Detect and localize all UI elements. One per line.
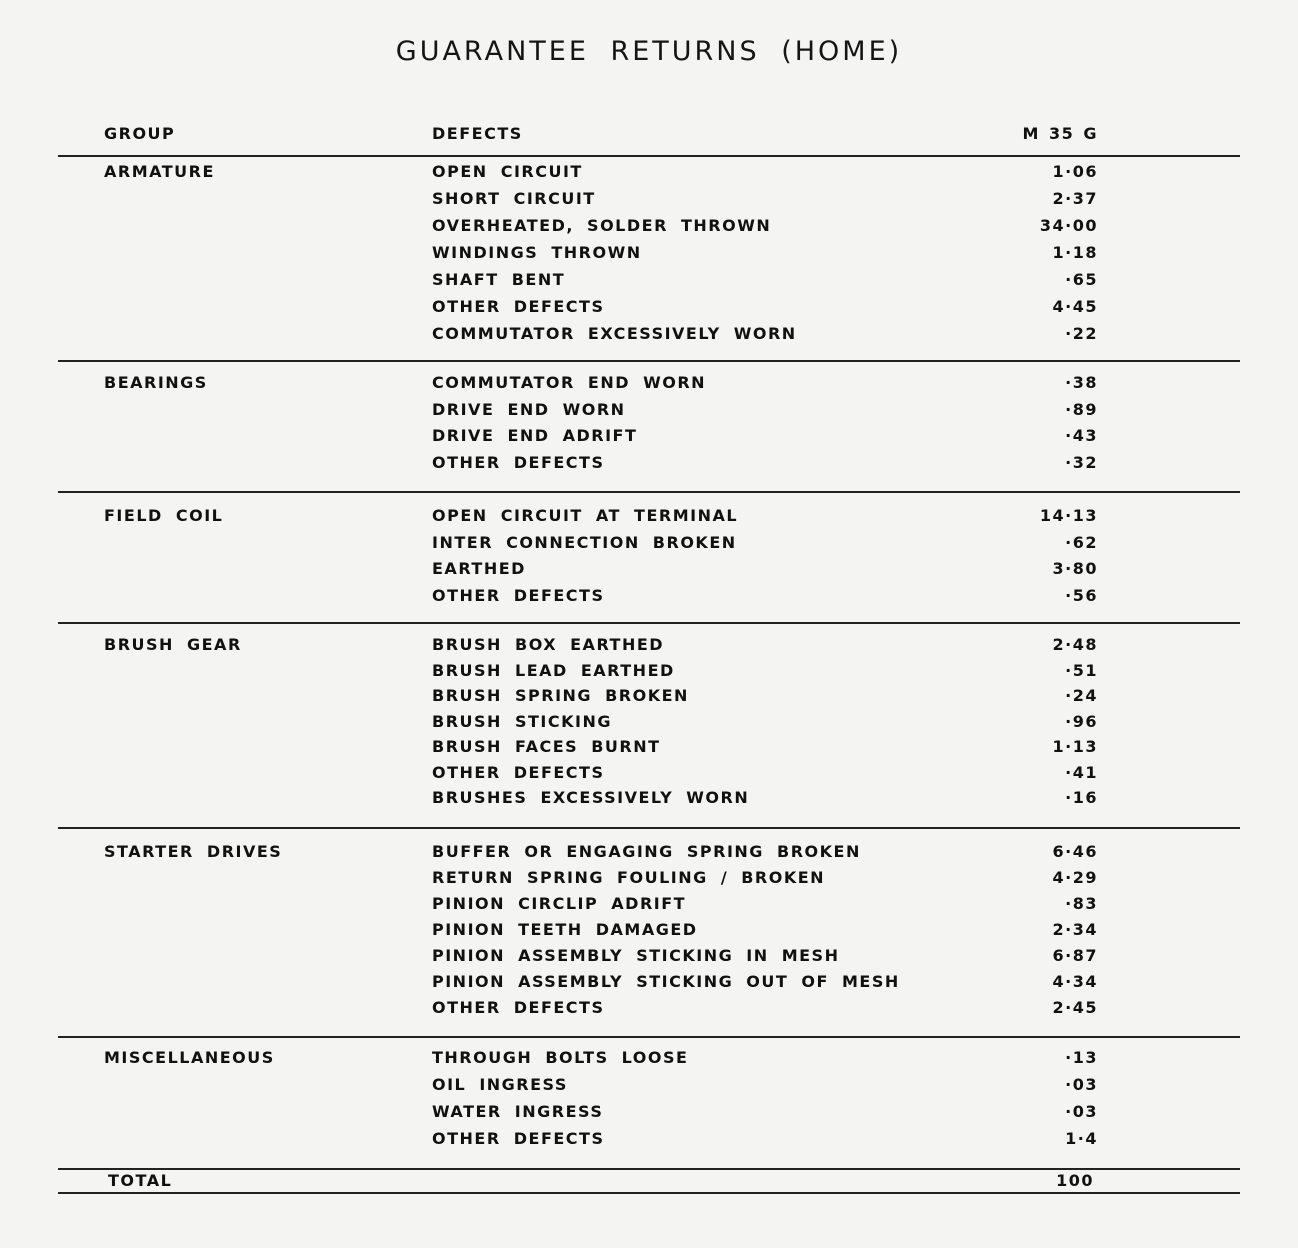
page-title: GUARANTEE RETURNS (HOME): [395, 36, 903, 67]
group-divider: [58, 1036, 1240, 1038]
total-top-rule: [58, 1168, 1240, 1170]
table-row: [0, 894, 1298, 920]
defect-cell: BRUSH SPRING BROKEN: [432, 686, 689, 705]
value-cell: 2·34: [1052, 920, 1098, 939]
table-row: [0, 586, 1298, 612]
defect-cell: COMMUTATOR END WORN: [432, 373, 707, 392]
defect-cell: OPEN CIRCUIT AT TERMINAL: [432, 506, 739, 525]
defect-cell: OTHER DEFECTS: [432, 585, 605, 605]
table-row: [0, 270, 1298, 296]
table-row: [0, 842, 1298, 868]
defect-cell: BRUSH STICKING: [432, 711, 612, 731]
table-row: [0, 737, 1298, 763]
total-label: TOTAL: [108, 1171, 173, 1190]
total-value: 100: [1056, 1171, 1094, 1190]
table-row: [0, 1048, 1298, 1074]
value-cell: 1·06: [1052, 162, 1098, 181]
value-cell: 1·18: [1052, 243, 1098, 262]
defect-cell: OTHER DEFECTS: [432, 998, 605, 1017]
value-cell: ·22: [1065, 324, 1098, 343]
table-row: [0, 920, 1298, 946]
table-row: [0, 453, 1298, 479]
table-row: [0, 763, 1298, 789]
group-divider: [58, 360, 1240, 362]
value-cell: ·65: [1065, 270, 1098, 289]
defect-cell: BRUSH BOX EARTHED: [432, 635, 665, 654]
defect-cell: OTHER DEFECTS: [432, 762, 605, 782]
value-cell: ·38: [1065, 373, 1098, 392]
group-divider: [58, 491, 1240, 493]
defect-cell: DRIVE END WORN: [432, 399, 626, 419]
defect-cell: OIL INGRESS: [432, 1075, 568, 1094]
defect-cell: PINION TEETH DAMAGED: [432, 920, 698, 939]
group-label: BRUSH GEAR: [104, 635, 242, 654]
defect-cell: PINION ASSEMBLY STICKING OUT OF MESH: [432, 972, 900, 991]
defect-cell: OTHER DEFECTS: [432, 453, 605, 473]
value-cell: ·32: [1065, 453, 1098, 473]
value-cell: ·51: [1065, 660, 1098, 680]
group-divider: [58, 827, 1240, 829]
value-cell: 6·46: [1052, 842, 1098, 861]
value-cell: 3·80: [1052, 559, 1098, 578]
value-cell: ·89: [1065, 399, 1098, 419]
table-row: [0, 216, 1298, 242]
defect-cell: EARTHED: [432, 559, 526, 578]
table-row: [0, 686, 1298, 712]
value-cell: ·41: [1065, 762, 1098, 782]
value-cell: ·56: [1065, 585, 1098, 605]
table-header: [0, 124, 1298, 148]
value-cell: 2·37: [1052, 189, 1098, 208]
value-cell: 14·13: [1039, 506, 1098, 525]
table-row: [0, 243, 1298, 269]
value-cell: ·62: [1065, 532, 1098, 552]
table-row: [0, 1129, 1298, 1155]
defect-cell: BRUSHES EXCESSIVELY WORN: [432, 788, 750, 807]
defect-cell: BRUSH LEAD EARTHED: [432, 660, 675, 680]
table-row: [0, 506, 1298, 532]
group-label: MISCELLANEOUS: [104, 1048, 275, 1067]
value-cell: 34·00: [1039, 216, 1098, 235]
table-row: [0, 297, 1298, 323]
table-row: [0, 712, 1298, 738]
defect-cell: OTHER DEFECTS: [432, 297, 605, 316]
value-cell: ·13: [1065, 1048, 1098, 1067]
table-row: [0, 189, 1298, 215]
header-value: M 35 G: [1022, 124, 1098, 143]
value-cell: ·16: [1065, 788, 1098, 807]
value-cell: ·03: [1065, 1075, 1098, 1094]
table-row: [0, 1102, 1298, 1128]
table-row: [0, 946, 1298, 972]
value-cell: 2·45: [1052, 998, 1098, 1017]
header-defects: DEFECTS: [432, 124, 523, 143]
defect-cell: BRUSH FACES BURNT: [432, 737, 661, 756]
value-cell: 4·29: [1052, 868, 1098, 887]
table-row: [0, 162, 1298, 188]
value-cell: ·96: [1065, 711, 1098, 731]
value-cell: 4·34: [1052, 972, 1098, 991]
table-row: [0, 533, 1298, 559]
table-row: [0, 400, 1298, 426]
value-cell: 1·4: [1065, 1129, 1098, 1148]
defect-cell: COMMUTATOR EXCESSIVELY WORN: [432, 324, 797, 343]
table-row: [0, 426, 1298, 452]
group-label: ARMATURE: [104, 162, 215, 181]
defect-cell: OTHER DEFECTS: [432, 1129, 605, 1148]
defect-cell: OPEN CIRCUIT: [432, 162, 583, 181]
defect-cell: INTER CONNECTION BROKEN: [432, 532, 737, 552]
value-cell: ·83: [1065, 894, 1098, 913]
value-cell: 6·87: [1052, 946, 1098, 965]
value-cell: 2·48: [1052, 635, 1098, 654]
defect-cell: WINDINGS THROWN: [432, 243, 642, 262]
defect-cell: OVERHEATED, SOLDER THROWN: [432, 216, 772, 235]
defect-cell: PINION ASSEMBLY STICKING IN MESH: [432, 946, 840, 965]
table-row: [0, 661, 1298, 687]
table-row: [0, 373, 1298, 399]
table-row: [0, 635, 1298, 661]
header-rule: [58, 155, 1240, 157]
value-cell: ·03: [1065, 1102, 1098, 1121]
total-bottom-rule: [58, 1192, 1240, 1194]
table-row: [0, 998, 1298, 1024]
group-divider: [58, 622, 1240, 624]
table-row: [0, 559, 1298, 585]
defect-cell: SHORT CIRCUIT: [432, 189, 596, 208]
header-group: GROUP: [104, 124, 176, 143]
group-label: BEARINGS: [104, 373, 208, 392]
group-label: STARTER DRIVES: [104, 842, 283, 861]
defect-cell: BUFFER OR ENGAGING SPRING BROKEN: [432, 842, 861, 861]
value-cell: ·43: [1065, 426, 1098, 446]
value-cell: 4·45: [1052, 297, 1098, 316]
defect-cell: DRIVE END ADRIFT: [432, 426, 638, 446]
defect-cell: SHAFT BENT: [432, 270, 566, 289]
defect-cell: THROUGH BOLTS LOOSE: [432, 1048, 689, 1067]
table-row: [0, 324, 1298, 350]
value-cell: ·24: [1065, 686, 1098, 705]
group-label: FIELD COIL: [104, 506, 224, 525]
table-row: [0, 788, 1298, 814]
defect-cell: WATER INGRESS: [432, 1102, 604, 1121]
table-row: [0, 1075, 1298, 1101]
value-cell: 1·13: [1052, 737, 1098, 756]
table-row: [0, 868, 1298, 894]
defect-cell: PINION CIRCLIP ADRIFT: [432, 894, 687, 913]
table-row: [0, 972, 1298, 998]
defect-cell: RETURN SPRING FOULING / BROKEN: [432, 868, 826, 887]
